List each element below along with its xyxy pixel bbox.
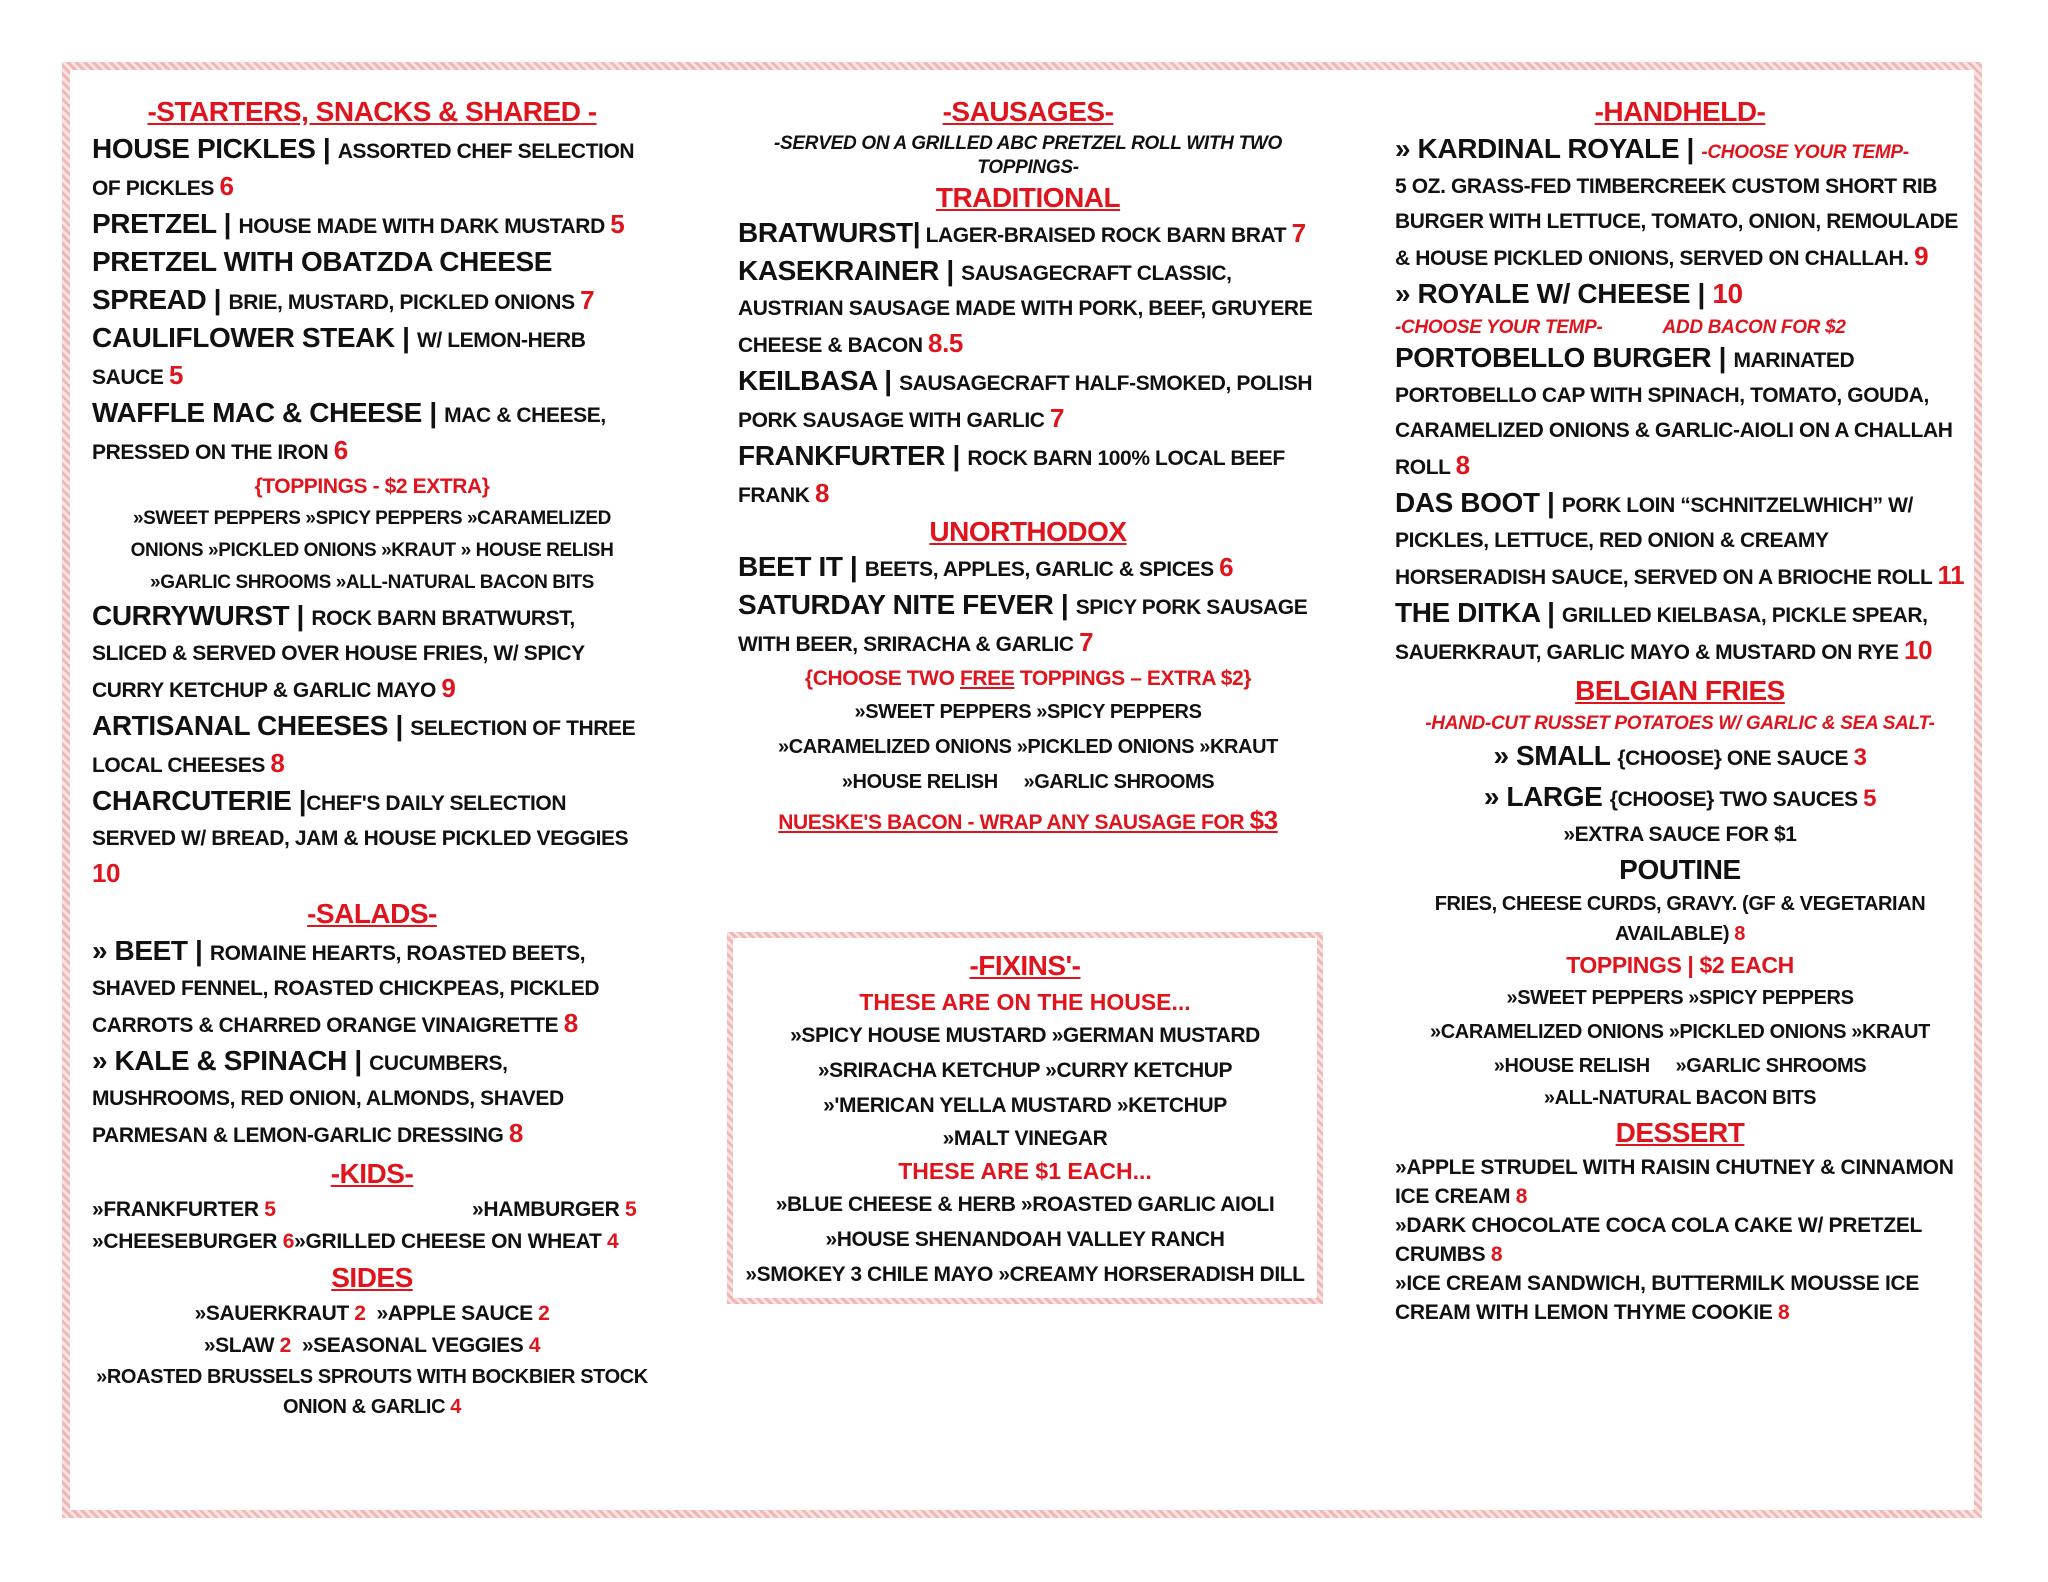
- fries-toppings-heading: TOPPINGS | $2 EACH: [1566, 952, 1794, 978]
- sausage-toppings-heading: {CHOOSE TWO FREE TOPPINGS – EXTRA $2}: [804, 667, 1252, 690]
- menu-item: » BEET | ROMAINE HEARTS, ROASTED BEETS, SHAVED FENNEL, ROASTED CHICKPEAS, PICKLED CARROTS & CHARRED ORANGE VINAIGRETTE 8: [92, 935, 600, 1038]
- section-heading-dessert: DESSERT: [1615, 1117, 1745, 1148]
- fries-extra: »EXTRA SAUCE FOR $1: [1563, 823, 1797, 846]
- menu-item: CURRYWURST | ROCK BARN BRATWURST, SLICED & SERVED OVER HOUSE FRIES, W/ SPICY CURRY KETCHUP & GARLIC MAYO 9: [92, 600, 585, 703]
- fixins-paid-heading: THESE ARE $1 EACH...: [898, 1158, 1152, 1184]
- fixins-line: »BLUE CHEESE & HERB »ROASTED GARLIC AIOLI: [775, 1193, 1275, 1216]
- menu-item: PORTOBELLO BURGER | MARINATED PORTOBELLO CAP WITH SPINACH, TOMATO, GOUDA, CARAMELIZED ONIONS & GARLIC-AIOLI ON A CHALLAH ROLL 8: [1395, 342, 1953, 480]
- menu-item: ARTISANAL CHEESES | SELECTION OF THREE LOCAL CHEESES 8: [92, 710, 636, 778]
- list-item: »FRANKFURTER 5: [92, 1198, 276, 1221]
- list-item: »CHEESEBURGER 6: [92, 1230, 295, 1253]
- section-heading-kids: -KIDS-: [330, 1158, 414, 1189]
- column-middle: [738, 92, 1318, 843]
- sides-line: »ROASTED BRUSSELS SPROUTS WITH BOCKBIER STOCK ONION & GARLIC 4: [96, 1366, 648, 1418]
- dessert-item: »APPLE STRUDEL WITH RAISIN CHUTNEY & CINNAMON ICE CREAM 8: [1395, 1156, 1954, 1208]
- fixins-line: »SRIRACHA KETCHUP »CURRY KETCHUP: [817, 1059, 1233, 1082]
- sides-line: »SAUERKRAUT 2 »APPLE SAUCE 2: [194, 1302, 550, 1325]
- menu-item-desc: 5 OZ. GRASS-FED TIMBERCREEK CUSTOM SHORT RIB BURGER WITH LETTUCE, TOMATO, ONION, REMOULADE & HOUSE PICKLED ONIONS, SERVED ON CHALLAH. 9: [1395, 175, 1958, 271]
- menu-item: » KALE & SPINACH | CUCUMBERS, MUSHROOMS, RED ONION, ALMONDS, SHAVED PARMESAN & LEMON-GARLIC DRESSING 8: [92, 1045, 564, 1148]
- menu-item: KASEKRAINER | SAUSAGECRAFT CLASSIC, AUSTRIAN SAUSAGE MADE WITH PORK, BEEF, GRUYERE CHEESE & BACON 8.5: [738, 255, 1313, 358]
- fixins-line: »MALT VINEGAR: [942, 1127, 1108, 1150]
- section-heading-sausages: -SAUSAGES-: [942, 96, 1114, 127]
- toppings-line: »HOUSE RELISH »GARLIC SHROOMS: [1493, 1055, 1867, 1077]
- toppings-line: »SWEET PEPPERS »SPICY PEPPERS: [1506, 987, 1854, 1009]
- sides-line: »SLAW 2 »SEASONAL VEGGIES 4: [203, 1334, 541, 1357]
- dessert-item: »ICE CREAM SANDWICH, BUTTERMILK MOUSSE ICE CREAM WITH LEMON THYME COOKIE 8: [1395, 1272, 1920, 1324]
- fixins-line: »'MERICAN YELLA MUSTARD »KETCHUP: [823, 1094, 1227, 1117]
- sausages-note: -SERVED ON A GRILLED ABC PRETZEL ROLL WITH TWO TOPPINGS-: [774, 133, 1282, 178]
- menu-item: BRATWURST| LAGER-BRAISED ROCK BARN BRAT 7: [738, 217, 1306, 248]
- toppings-heading: {TOPPINGS - $2 EXTRA}: [254, 475, 490, 498]
- list-item: »HAMBURGER 5: [472, 1198, 637, 1221]
- toppings-line: »GARLIC SHROOMS »ALL-NATURAL BACON BITS: [150, 572, 594, 593]
- section-heading-sides: SIDES: [331, 1262, 413, 1293]
- section-heading-handheld: -HANDHELD-: [1594, 96, 1766, 127]
- menu-item: THE DITKA | GRILLED KIELBASA, PICKLE SPEAR, SAUERKRAUT, GARLIC MAYO & MUSTARD ON RYE 10: [1395, 597, 1933, 665]
- toppings-line: »HOUSE RELISH »GARLIC SHROOMS: [841, 771, 1215, 793]
- toppings-line: »SWEET PEPPERS »SPICY PEPPERS »CARAMELIZED: [132, 508, 612, 529]
- menu-item: BEET IT | BEETS, APPLES, GARLIC & SPICES 6: [738, 551, 1234, 582]
- dessert-item: »DARK CHOCOLATE COCA COLA CAKE W/ PRETZEL CRUMBS 8: [1395, 1214, 1922, 1266]
- menu-item: PRETZEL | HOUSE MADE WITH DARK MUSTARD 5: [92, 208, 625, 239]
- menu-item: WAFFLE MAC & CHEESE | MAC & CHEESE, PRESSED ON THE IRON 6: [92, 397, 606, 465]
- list-item: »GRILLED CHEESE ON WHEAT 4: [294, 1230, 619, 1253]
- menu-item: SATURDAY NITE FEVER | SPICY PORK SAUSAGE WITH BEER, SRIRACHA & GARLIC 7: [738, 589, 1308, 657]
- section-heading-starters: -STARTERS, SNACKS & SHARED -: [147, 96, 597, 127]
- column-right: [1395, 92, 1965, 1327]
- toppings-line: »SWEET PEPPERS »SPICY PEPPERS: [854, 701, 1202, 723]
- fixins-box: [727, 932, 1323, 1304]
- kids-row: [92, 1226, 652, 1258]
- menu-item: PRETZEL WITH OBATZDA CHEESE SPREAD | BRIE, MUSTARD, PICKLED ONIONS 7: [92, 246, 595, 315]
- fries-note: -HAND-CUT RUSSET POTATOES W/ GARLIC & SEA SALT-: [1425, 713, 1935, 734]
- menu-item: HOUSE PICKLES | ASSORTED CHEF SELECTION OF PICKLES 6: [92, 133, 635, 201]
- menu-item: DAS BOOT | PORK LOIN “SCHNITZELWHICH” W/ PICKLES, LETTUCE, RED ONION & CREAMY HORSERADISH SAUCE, SERVED ON A BRIOCHE ROLL 11: [1395, 487, 1965, 590]
- toppings-line: ONIONS »PICKLED ONIONS »KRAUT » HOUSE RELISH: [130, 540, 614, 561]
- subheading-unorthodox: UNORTHODOX: [929, 516, 1127, 547]
- fixins-line: »SMOKEY 3 CHILE MAYO »CREAMY HORSERADISH DILL: [745, 1263, 1305, 1286]
- section-heading-salads: -SALADS-: [307, 898, 437, 929]
- menu-item: FRANKFURTER | ROCK BARN 100% LOCAL BEEF FRANK 8: [738, 440, 1285, 508]
- subheading-traditional: TRADITIONAL: [935, 182, 1121, 213]
- temp-note: -CHOOSE YOUR TEMP- ADD BACON FOR $2: [1395, 317, 1846, 338]
- menu-item: KEILBASA | SAUSAGECRAFT HALF-SMOKED, POLISH PORK SAUSAGE WITH GARLIC 7: [738, 365, 1313, 433]
- toppings-line: »CARAMELIZED ONIONS »PICKLED ONIONS »KRAUT: [1430, 1021, 1930, 1043]
- section-heading-fries: BELGIAN FRIES: [1575, 675, 1785, 706]
- fries-small: » SMALL {CHOOSE} ONE SAUCE 3: [1493, 740, 1867, 771]
- toppings-line: »CARAMELIZED ONIONS »PICKLED ONIONS »KRAUT: [778, 736, 1278, 758]
- poutine-heading: POUTINE: [1619, 854, 1741, 885]
- poutine-desc: FRIES, CHEESE CURDS, GRAVY. (GF & VEGETARIAN AVAILABLE) 8: [1434, 893, 1926, 945]
- bacon-offer: NUESKE'S BACON - WRAP ANY SAUSAGE FOR $3: [778, 805, 1278, 835]
- fixins-line: »SPICY HOUSE MUSTARD »GERMAN MUSTARD: [790, 1024, 1260, 1047]
- menu-item: » ROYALE W/ CHEESE | 10: [1395, 278, 1743, 309]
- toppings-line: »ALL-NATURAL BACON BITS: [1543, 1087, 1817, 1109]
- menu-item: » KARDINAL ROYALE | -CHOOSE YOUR TEMP-: [1395, 133, 1909, 164]
- column-left: [92, 92, 652, 1422]
- section-heading-fixins: -FIXINS'-: [969, 950, 1081, 981]
- fixins-house-heading: THESE ARE ON THE HOUSE...: [859, 989, 1191, 1015]
- kids-row: [92, 1194, 652, 1226]
- fixins-line: »HOUSE SHENANDOAH VALLEY RANCH: [825, 1228, 1225, 1251]
- menu-item: CHARCUTERIE |CHEF'S DAILY SELECTION SERVED W/ BREAD, JAM & HOUSE PICKLED VEGGIES 10: [92, 785, 629, 888]
- fries-large: » LARGE {CHOOSE} TWO SAUCES 5: [1483, 781, 1877, 812]
- menu-item: CAULIFLOWER STEAK | W/ LEMON-HERB SAUCE 5: [92, 322, 586, 390]
